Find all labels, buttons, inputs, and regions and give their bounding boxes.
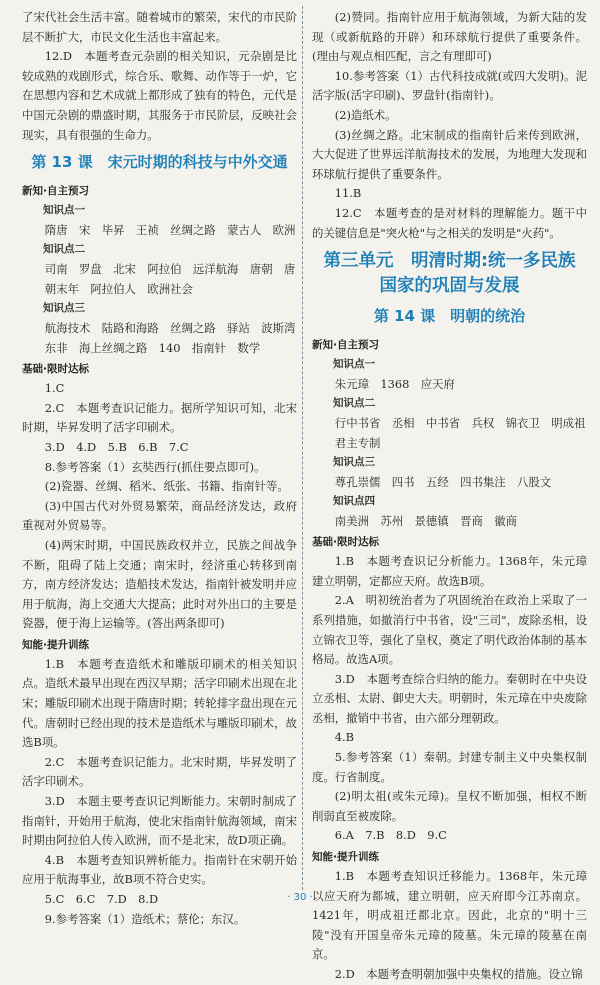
- keywords-2: 司南 罗盘 北宋 阿拉伯 远洋航海 唐朝 唐朝末年 阿拉伯人 欧洲社会: [44, 262, 296, 297]
- unit-3-title-line-1: 第三单元 明清时期:统一多民族: [323, 251, 576, 272]
- answer-1: 1.B 本题考查识记分析能力。1368年，朱元璋建立明朝，定都应天府。故选B项。: [312, 554, 587, 588]
- lesson-13-title: 第 13 课 宋元时期的科技与中外交通: [31, 153, 288, 172]
- answer-12: 12.D 本题考查元杂剧的相关知识，元杂剧是比较成熟的戏剧形式，综合乐、歌舞、动作等于一炉，它在思想内容和艺术成就上都形成了独有的特色，元代是中国元杂剧的鼎盛时期，其服务于市民阶层，反映社会现实，具有很强的生命力。: [22, 49, 297, 142]
- knowledge-point-2: 知识点二: [43, 243, 85, 256]
- answer-2: 2.A 明初统治者为了巩固统治在政治上采取了一系列措施，如撤消行中书省，设"三司"，废除丞相，设立锦衣卫等，强化了皇权，奠定了明代政治体制的基本格局。故选A项。: [312, 593, 587, 667]
- answer-paragraph: 了宋代社会生活丰富。随着城市的繁荣，宋代的市民阶层不断扩大，市民文化生活也丰富起来。: [22, 10, 297, 44]
- answer-8: 8.参考答案（1）玄奘西行(抓住要点即可)。: [44, 459, 266, 474]
- section-heading-jichu: 基础·限时达标: [312, 536, 379, 549]
- keywords-1: 朱元璋 1368 应天府: [334, 377, 455, 392]
- unit-3-title-line-2: 国家的巩固与发展: [379, 276, 520, 297]
- answer-1: 1.C: [44, 381, 65, 396]
- lesson-14-title: 第 14 课 明朝的统治: [373, 307, 526, 326]
- answer-9-2: (2)赞同。指南针应用于航海领域，为新大陆的发现（或新航路的开辟）和环球航行提供了重要条件。(理由与观点相匹配，言之有理即可): [312, 10, 587, 64]
- practice-answer-2: 2.C 本题考查识记能力。北宋时期，毕昇发明了活字印刷术。: [22, 754, 297, 789]
- page-number-dot-right: ·: [309, 892, 313, 903]
- answer-10-3: (3)丝绸之路。北宋制成的指南针后来传到欧洲，大大促进了世界远洋航海技术的发展，为地理大发现和环球航行提供了重要条件。: [312, 127, 587, 181]
- answer-11: 11.B: [334, 186, 362, 201]
- knowledge-point-1: 知识点一: [43, 204, 85, 217]
- right-column: [309, 8, 597, 985]
- section-heading-zhineng: 知能·提升训练: [312, 851, 379, 864]
- answer-4: 4.B: [334, 730, 355, 745]
- practice-answer-2: 2.D 本题考查明朝加强中央集权的措施。设立锦: [334, 967, 583, 981]
- practice-answer-4: 4.B 本题考查知识辨析能力。指南针在宋朝开始应用于航海事业，故B项不符合史实。: [22, 852, 297, 887]
- knowledge-point-2: 知识点二: [333, 397, 375, 410]
- knowledge-point-1: 知识点一: [333, 358, 375, 371]
- page-number-value: 30: [293, 892, 307, 903]
- page-number: [0, 892, 600, 903]
- section-heading-xinzhi: 新知·自主预习: [312, 339, 379, 352]
- section-heading-xinzhi: 新知·自主预习: [22, 185, 89, 198]
- answer-8-3: (3)中国古代对外贸易繁荣，商品经济发达，政府重视对外贸易等。: [22, 498, 297, 533]
- keywords-1: 隋唐 宋 毕昇 王祯 丝绸之路 蒙古人 欧洲: [44, 223, 296, 238]
- practice-answer-5-8: 5.C 6.C 7.D 8.D: [44, 892, 159, 906]
- section-heading-zhineng: 知能·提升训练: [22, 638, 89, 651]
- answer-6-9: 6.A 7.B 8.D 9.C: [334, 828, 447, 843]
- column-divider: [302, 6, 303, 890]
- answer-12: 12.C 本题考查的是对材料的理解能力。题干中的关键信息是"突火枪"与之相关的发明是"火药"。: [312, 205, 587, 240]
- practice-answer-3: 3.D 本题主要考查识记判断能力。宋朝时制成了指南针，开始用于航海，使北宋指南针航海领域，南宋时期由阿拉伯人传入欧洲，而不是北宋，故D项正确。: [22, 794, 297, 848]
- practice-answer-9: 9.参考答案（1）造纸术；蔡伦；东汉。: [44, 911, 246, 926]
- knowledge-point-4: 知识点四: [333, 495, 375, 508]
- knowledge-point-3: 知识点三: [43, 302, 85, 315]
- answer-3-7: 3.D 4.D 5.B 6.B 7.C: [44, 439, 189, 454]
- answer-5: 5.参考答案（1）秦朝。封建专制主义中央集权制度。行省制度。: [312, 750, 587, 784]
- knowledge-point-3: 知识点三: [333, 456, 375, 469]
- answer-2: 2.C 本题考查识记能力。据所学知识可知，北宋时期，毕昇发明了活字印刷术。: [22, 400, 297, 435]
- keywords-4: 南美洲 苏州 景德镇 晋商 徽商: [334, 514, 518, 529]
- keywords-3: 航海技术 陆路和海路 丝绸之路 驿站 波斯湾 东非 海上丝绸之路 140 指南针 数学: [44, 321, 307, 356]
- keywords-3: 尊孔崇儒 四书 五经 四书集注 八股文: [334, 475, 552, 490]
- keywords-2: 行中书省 丞相 中书省 兵权 锦衣卫 明成祖 君主专制: [334, 416, 597, 451]
- answer-10-2: (2)造纸术。: [334, 107, 397, 122]
- page-number-dot-left: ·: [287, 892, 291, 903]
- practice-answer-1: 1.B 本题考查知识迁移能力。1368年，朱元璋以应天府为都城，建立明朝，应天府即今江苏南京。1421年，明成祖迁都北京。因此，北京的"明十三陵"没有开国皇帝朱元璋的陵墓。朱元璋的陵墓在南京。: [312, 869, 587, 962]
- section-heading-jichu: 基础·限时达标: [22, 363, 89, 376]
- answer-5-2: (2)明太祖(或朱元璋)。皇权不断加强，相权不断削弱直至被废除。: [312, 789, 587, 823]
- practice-answer-1: 1.B 本题考查造纸术和雕版印刷术的相关知识点。造纸术最早出现在西汉早期；活字印刷术出现在北宋；雕版印刷术出现于隋唐时期；转轮排字盘出现在元代。唐朝时已经出现的技术是造纸术与雕版印刷术，故选B项。: [22, 656, 297, 750]
- answer-8-2: (2)瓷器、丝绸、稻米、纸张、书籍、指南针等。: [44, 479, 289, 494]
- answer-10: 10.参考答案（1）古代科技成就(或四大发明)。泥活字版(活字印刷)、罗盘针(指南针)。: [312, 68, 587, 103]
- answer-3: 3.D 本题考查综合归纳的能力。秦朝时在中央设立丞相、太尉、御史大夫。明朝时，朱元璋在中央废除丞相，撤销中书省，由六部分理朝政。: [312, 671, 587, 725]
- answer-8-4: (4)两宋时期，中国民族政权并立，民族之间战争不断，阻碍了陆上交通；南宋时，经济重心转移到南方，南方经济发达；造船技术发达，指南针被发明并应用于航海，海上交通大大提高；此时对外出口的主要是瓷器，便于海上运输等。(答出两条即可): [22, 537, 297, 631]
